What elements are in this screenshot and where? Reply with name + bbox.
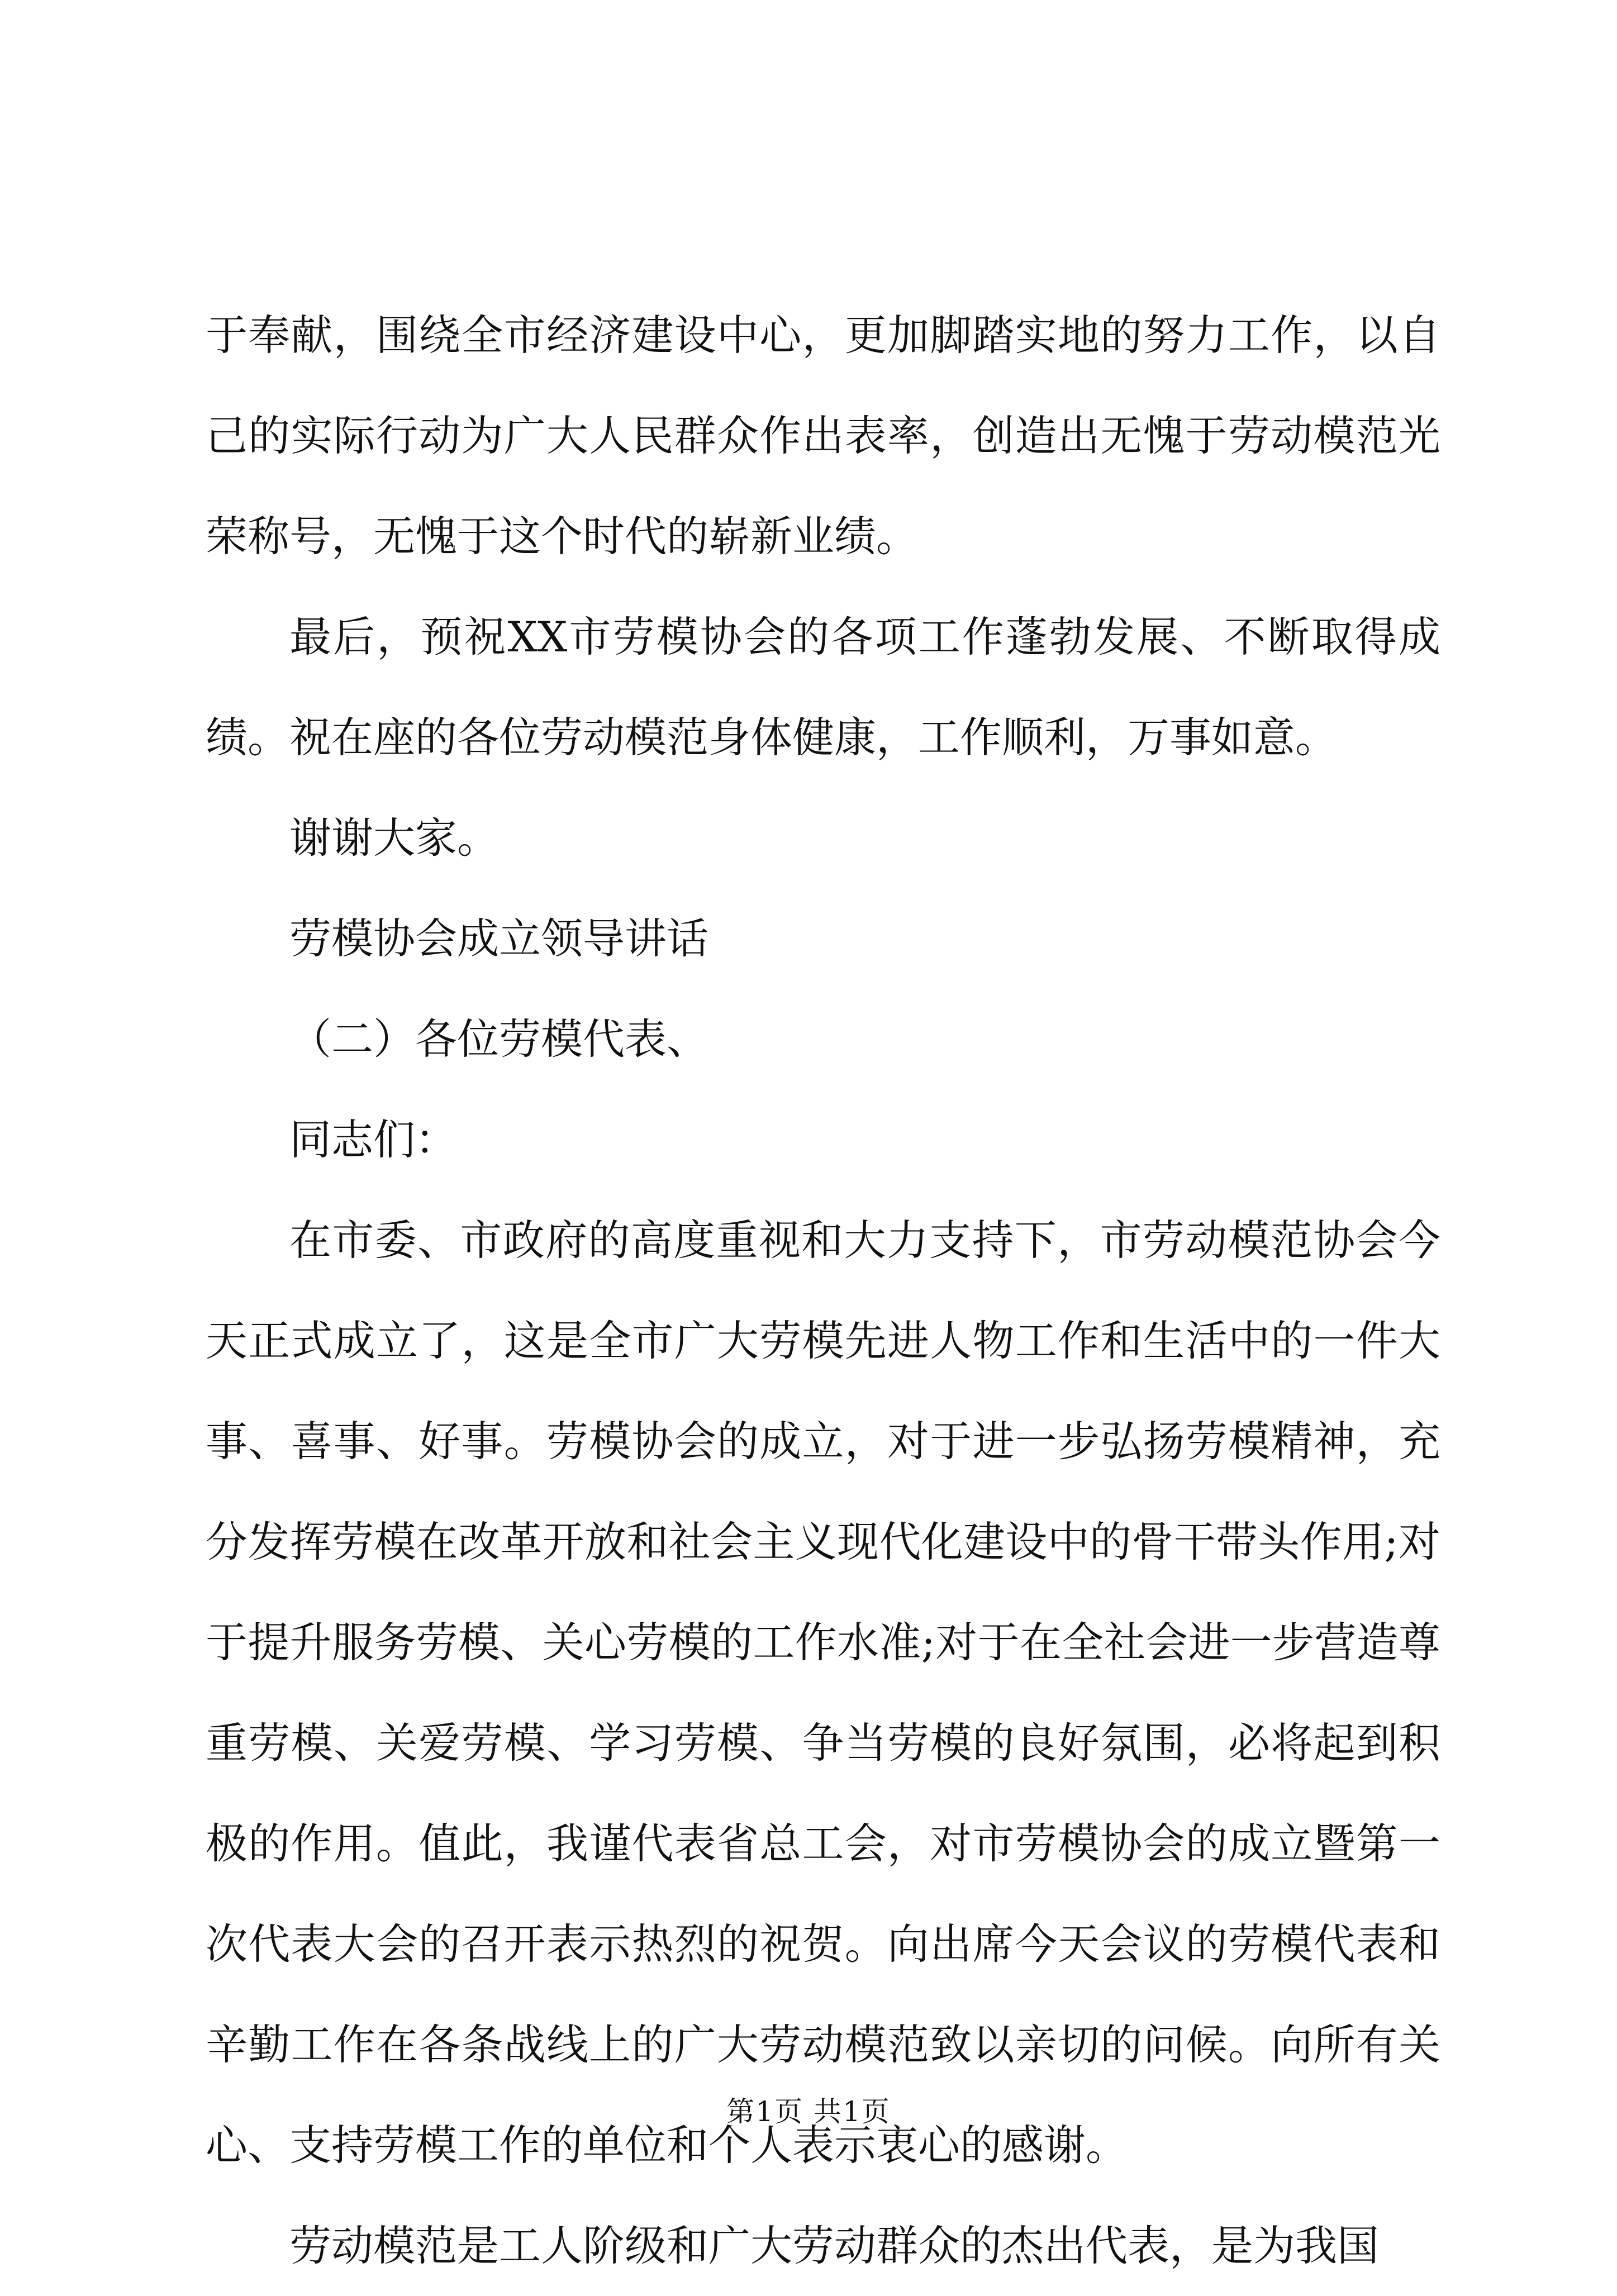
salutation-comrades: 同志们：: [289, 1115, 458, 1164]
paragraph-closing-wishes: 最后，预祝XX市劳模协会的各项工作蓬勃发展、不断取得成绩。祝在座的各位劳动模范身体健康，工作顺利，万事如意。: [206, 612, 1440, 762]
page-footer: 第1页 共1页: [726, 2095, 891, 2128]
salutation-line: （二）各位劳模代表、: [289, 1014, 709, 1064]
section-title: 劳模协会成立领导讲话: [289, 914, 709, 963]
paragraph-main: 在市委、市政府的高度重视和大力支持下，市劳动模范协会今天正式成立了，这是全市广大劳模先进人物工作和生活中的一件大事、喜事、好事。劳模协会的成立，对于进一步弘扬劳模精神，充分发挥劳模在改革开放和社会主义现代化建设中的骨干带头作用;对于提升服务劳模、关心劳模的工作水准;对于在全社会进一步营造尊重劳模、关爱劳模、学习劳模、争当劳模的良好氛围，必将起到积极的作用。值此，我谨代表省总工会，对市劳模协会的成立暨第一次代表大会的召开表示热烈的祝贺。向出席今天会议的劳模代表和辛勤工作在各条战线上的广大劳动模范致以亲切的问候。向所有关心、支持劳模工作的单位和个人表示衷心的感谢。: [206, 1216, 1440, 2170]
document-body: [206, 285, 1440, 2296]
paragraph-final-fragment: 劳动模范是工人阶级和广大劳动群众的杰出代表，是为我国: [289, 2221, 1380, 2270]
paragraph-continuation: 于奉献，围绕全市经济建设中心，更加脚踏实地的努力工作，以自己的实际行动为广大人民群众作出表率，创造出无愧于劳动模范光荣称号，无愧于这个时代的崭新业绩。: [206, 311, 1440, 561]
paragraph-thanks: 谢谢大家。: [289, 813, 500, 863]
